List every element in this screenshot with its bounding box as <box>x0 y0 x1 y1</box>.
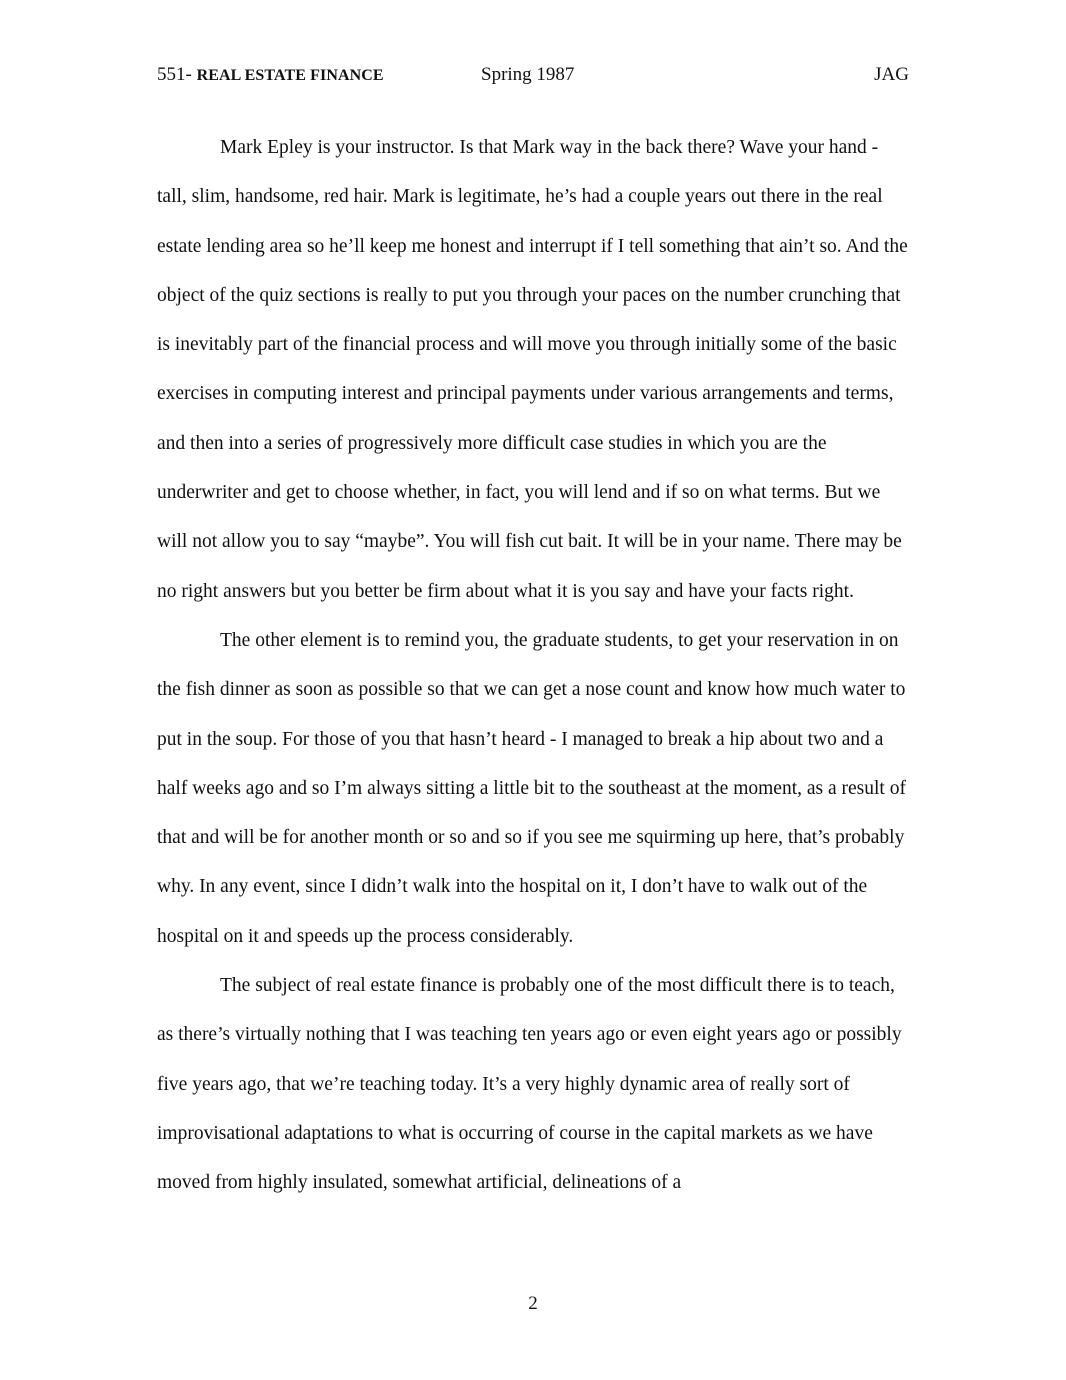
transcript-body <box>157 123 912 1208</box>
course-number: 551- <box>157 64 192 85</box>
page-header <box>0 64 1066 90</box>
author-initials: JAG <box>874 64 909 85</box>
term-label: Spring 1987 <box>481 64 575 85</box>
page-number: 2 <box>528 1293 538 1314</box>
paragraph-3: The subject of real estate finance is probably one of the most difficult there is to teach, as there’s virtually nothing that I was teaching ten years ago or even eight years ago or possibly five years ago, that we’re teaching today. It’s a very highly dynamic area of really sort of improvisational adaptations to what is occurring of course in the capital markets as we have moved from highly insulated, somewhat artificial, delineations of a <box>157 975 902 1194</box>
course-title <box>157 64 384 86</box>
paragraph-2: The other element is to remind you, the graduate students, to get your reservation in on the fish dinner as soon as possible so that we can get a nose count and know how much water to put in the soup. For those of you that hasn’t heard - I managed to break a hip about two and a half weeks ago and so I’m always sitting a little bit to the southeast at the moment, as a result of that and will be for another month or so and so if you see me squirming up here, that’s probably why. In any event, since I didn’t walk into the hospital on it, I don’t have to walk out of the hospital on it and speeds up the process considerably. <box>157 629 906 947</box>
paragraph-1: Mark Epley is your instructor. Is that Mark way in the back there? Wave your hand - tall, slim, handsome, red hair. Mark is legitimate, he’s had a couple years out there in the real estate lending area so he’ll keep me honest and interrupt if I tell something that ain’t so. And the object of the quiz sections is really to put you through your paces on the number crunching that is inevitably part of the financial process and will move you through initially some of the basic exercises in computing interest and principal payments under various arrangements and terms, and then into a series of progressively more difficult case studies in which you are the underwriter and get to choose whether, in fact, you will lend and if so on what terms. But we will not allow you to say “maybe”. You will fish cut bait. It will be in your name. There may be no right answers but you better be firm about what it is you say and have your facts right. <box>157 137 908 602</box>
course-name: REAL ESTATE FINANCE <box>196 67 384 84</box>
